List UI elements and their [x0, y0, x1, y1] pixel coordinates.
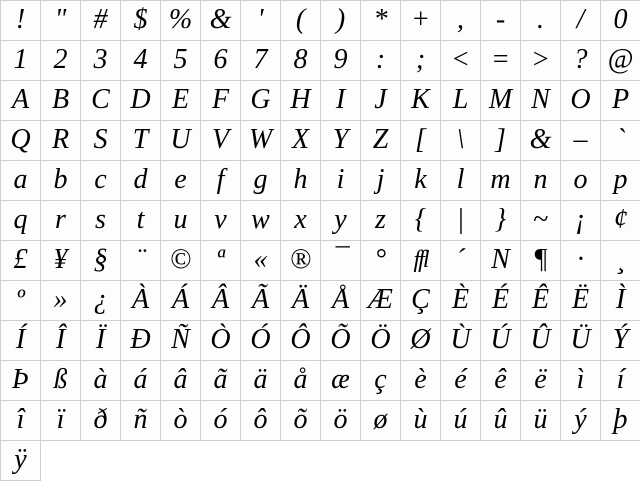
- glyph-cell[interactable]: M: [481, 81, 521, 121]
- glyph-cell[interactable]: É: [481, 281, 521, 321]
- glyph-cell[interactable]: õ: [281, 401, 321, 441]
- glyph-cell[interactable]: ü: [521, 401, 561, 441]
- glyph-cell[interactable]: b: [41, 161, 81, 201]
- glyph-cell[interactable]: §: [81, 241, 121, 281]
- glyph-cell[interactable]: ·: [561, 241, 601, 281]
- glyph-cell[interactable]: ç: [361, 361, 401, 401]
- glyph-cell[interactable]: a: [1, 161, 41, 201]
- glyph-cell[interactable]: â: [161, 361, 201, 401]
- glyph-cell[interactable]: ,: [441, 1, 481, 41]
- glyph-cell[interactable]: ;: [401, 41, 441, 81]
- glyph-cell[interactable]: »: [41, 281, 81, 321]
- glyph-cell[interactable]: w: [241, 201, 281, 241]
- glyph-cell[interactable]: [: [401, 121, 441, 161]
- glyph-cell[interactable]: í: [601, 361, 640, 401]
- glyph-cell[interactable]: À: [121, 281, 161, 321]
- glyph-cell[interactable]: {: [401, 201, 441, 241]
- glyph-cell[interactable]: Í: [1, 321, 41, 361]
- glyph-cell[interactable]: 9: [321, 41, 361, 81]
- glyph-cell[interactable]: `: [601, 121, 640, 161]
- glyph-cell[interactable]: ê: [481, 361, 521, 401]
- glyph-cell[interactable]: }: [481, 201, 521, 241]
- glyph-cell[interactable]: u: [161, 201, 201, 241]
- glyph-cell[interactable]: .: [521, 1, 561, 41]
- glyph-cell[interactable]: K: [401, 81, 441, 121]
- glyph-cell[interactable]: H: [281, 81, 321, 121]
- glyph-cell[interactable]: ~: [521, 201, 561, 241]
- glyph-cell[interactable]: Ù: [441, 321, 481, 361]
- glyph-cell[interactable]: ð: [81, 401, 121, 441]
- glyph-cell[interactable]: Á: [161, 281, 201, 321]
- glyph-cell[interactable]: =: [481, 41, 521, 81]
- glyph-cell[interactable]: Q: [1, 121, 41, 161]
- glyph-cell[interactable]: Ç: [401, 281, 441, 321]
- glyph-cell[interactable]: ã: [201, 361, 241, 401]
- glyph-cell[interactable]: m: [481, 161, 521, 201]
- glyph-cell[interactable]: Ú: [481, 321, 521, 361]
- glyph-cell[interactable]: Æ: [361, 281, 401, 321]
- glyph-cell[interactable]: Â: [201, 281, 241, 321]
- glyph-cell[interactable]: U: [161, 121, 201, 161]
- glyph-cell[interactable]: :: [361, 41, 401, 81]
- glyph-cell[interactable]: r: [41, 201, 81, 241]
- glyph-cell[interactable]: E: [161, 81, 201, 121]
- glyph-cell[interactable]: –: [561, 121, 601, 161]
- glyph-cell[interactable]: @: [601, 41, 640, 81]
- glyph-cell[interactable]: B: [41, 81, 81, 121]
- glyph-cell[interactable]: á: [121, 361, 161, 401]
- glyph-cell[interactable]: ø: [361, 401, 401, 441]
- glyph-cell[interactable]: T: [121, 121, 161, 161]
- glyph-cell[interactable]: S: [81, 121, 121, 161]
- glyph-cell[interactable]: |: [441, 201, 481, 241]
- glyph-cell[interactable]: X: [281, 121, 321, 161]
- glyph-cell[interactable]: Ó: [241, 321, 281, 361]
- glyph-cell[interactable]: Ý: [601, 321, 640, 361]
- glyph-cell[interactable]: D: [121, 81, 161, 121]
- glyph-cell[interactable]: !: [1, 1, 41, 41]
- glyph-cell[interactable]: <: [441, 41, 481, 81]
- glyph-cell[interactable]: Ø: [401, 321, 441, 361]
- glyph-cell[interactable]: &: [521, 121, 561, 161]
- glyph-cell[interactable]: L: [441, 81, 481, 121]
- glyph-cell[interactable]: ö: [321, 401, 361, 441]
- glyph-cell[interactable]: q: [1, 201, 41, 241]
- glyph-cell[interactable]: d: [121, 161, 161, 201]
- glyph-cell[interactable]: y: [321, 201, 361, 241]
- glyph-cell[interactable]: 2: [41, 41, 81, 81]
- glyph-cell[interactable]: ¢: [601, 201, 640, 241]
- glyph-cell[interactable]: Þ: [1, 361, 41, 401]
- glyph-cell[interactable]: ß: [41, 361, 81, 401]
- glyph-cell[interactable]: Î: [41, 321, 81, 361]
- glyph-cell[interactable]: º: [1, 281, 41, 321]
- glyph-cell[interactable]: °: [361, 241, 401, 281]
- glyph-cell[interactable]: È: [441, 281, 481, 321]
- glyph-cell[interactable]: /: [561, 1, 601, 41]
- glyph-cell[interactable]: h: [281, 161, 321, 201]
- glyph-cell[interactable]: C: [81, 81, 121, 121]
- glyph-cell[interactable]: -: [481, 1, 521, 41]
- glyph-cell[interactable]: V: [201, 121, 241, 161]
- glyph-cell[interactable]: >: [521, 41, 561, 81]
- glyph-cell[interactable]: s: [81, 201, 121, 241]
- glyph-cell[interactable]: f: [201, 161, 241, 201]
- glyph-cell[interactable]: ¯: [321, 241, 361, 281]
- glyph-cell[interactable]: J: [361, 81, 401, 121]
- glyph-cell[interactable]: Ê: [521, 281, 561, 321]
- glyph-cell[interactable]: ú: [441, 401, 481, 441]
- glyph-cell[interactable]: Ö: [361, 321, 401, 361]
- glyph-cell[interactable]: ´: [441, 241, 481, 281]
- glyph-cell[interactable]: ¡: [561, 201, 601, 241]
- glyph-cell[interactable]: ô: [241, 401, 281, 441]
- glyph-cell[interactable]: (: [281, 1, 321, 41]
- glyph-cell[interactable]: Ã: [241, 281, 281, 321]
- glyph-cell[interactable]: ó: [201, 401, 241, 441]
- glyph-cell[interactable]: N: [481, 241, 521, 281]
- glyph-cell[interactable]: 4: [121, 41, 161, 81]
- glyph-cell[interactable]: Ð: [121, 321, 161, 361]
- glyph-cell[interactable]: e: [161, 161, 201, 201]
- glyph-cell[interactable]: #: [81, 1, 121, 41]
- glyph-cell[interactable]: ]: [481, 121, 521, 161]
- glyph-cell[interactable]: Ô: [281, 321, 321, 361]
- glyph-cell[interactable]: g: [241, 161, 281, 201]
- glyph-cell[interactable]: ¨: [121, 241, 161, 281]
- glyph-cell[interactable]: n: [521, 161, 561, 201]
- glyph-cell[interactable]: ä: [241, 361, 281, 401]
- glyph-cell[interactable]: i: [321, 161, 361, 201]
- glyph-cell[interactable]: Ä: [281, 281, 321, 321]
- glyph-cell[interactable]: R: [41, 121, 81, 161]
- glyph-cell[interactable]: o: [561, 161, 601, 201]
- glyph-cell[interactable]: v: [201, 201, 241, 241]
- glyph-cell[interactable]: \: [441, 121, 481, 161]
- glyph-cell[interactable]: N: [521, 81, 561, 121]
- glyph-cell[interactable]: t: [121, 201, 161, 241]
- glyph-cell[interactable]: &: [201, 1, 241, 41]
- glyph-cell[interactable]: 8: [281, 41, 321, 81]
- glyph-cell[interactable]: I: [321, 81, 361, 121]
- glyph-cell[interactable]: A: [1, 81, 41, 121]
- glyph-cell[interactable]: ù: [401, 401, 441, 441]
- glyph-cell[interactable]: û: [481, 401, 521, 441]
- glyph-cell[interactable]: O: [561, 81, 601, 121]
- glyph-cell[interactable]: c: [81, 161, 121, 201]
- glyph-cell[interactable]: 1: [1, 41, 41, 81]
- glyph-cell[interactable]: Ü: [561, 321, 601, 361]
- glyph-cell[interactable]: ": [41, 1, 81, 41]
- glyph-cell[interactable]: ¶: [521, 241, 561, 281]
- glyph-cell[interactable]: à: [81, 361, 121, 401]
- glyph-cell[interactable]: ¥: [41, 241, 81, 281]
- glyph-cell[interactable]: ¿: [81, 281, 121, 321]
- glyph-cell[interactable]: P: [601, 81, 640, 121]
- glyph-cell[interactable]: 0: [601, 1, 640, 41]
- glyph-cell[interactable]: $: [121, 1, 161, 41]
- glyph-cell[interactable]: ª: [201, 241, 241, 281]
- glyph-cell[interactable]: F: [201, 81, 241, 121]
- glyph-cell[interactable]: ý: [561, 401, 601, 441]
- glyph-cell[interactable]: l: [441, 161, 481, 201]
- glyph-cell[interactable]: ffl: [401, 241, 441, 281]
- glyph-cell[interactable]: Û: [521, 321, 561, 361]
- glyph-cell[interactable]: 7: [241, 41, 281, 81]
- glyph-cell[interactable]: Ñ: [161, 321, 201, 361]
- glyph-cell[interactable]: î: [1, 401, 41, 441]
- glyph-cell[interactable]: Ò: [201, 321, 241, 361]
- glyph-cell[interactable]: ñ: [121, 401, 161, 441]
- glyph-cell[interactable]: G: [241, 81, 281, 121]
- glyph-cell[interactable]: £: [1, 241, 41, 281]
- glyph-cell[interactable]: ®: [281, 241, 321, 281]
- glyph-cell[interactable]: Õ: [321, 321, 361, 361]
- glyph-cell[interactable]: «: [241, 241, 281, 281]
- glyph-cell[interactable]: k: [401, 161, 441, 201]
- glyph-cell[interactable]: Ï: [81, 321, 121, 361]
- glyph-cell[interactable]: p: [601, 161, 640, 201]
- glyph-cell[interactable]: ¸: [601, 241, 640, 281]
- glyph-cell[interactable]: å: [281, 361, 321, 401]
- glyph-cell[interactable]: Ë: [561, 281, 601, 321]
- glyph-cell[interactable]: ï: [41, 401, 81, 441]
- glyph-cell[interactable]: ?: [561, 41, 601, 81]
- glyph-cell[interactable]: x: [281, 201, 321, 241]
- glyph-cell[interactable]: j: [361, 161, 401, 201]
- glyph-cell[interactable]: ÿ: [1, 441, 41, 481]
- glyph-cell[interactable]: è: [401, 361, 441, 401]
- glyph-cell[interactable]: Y: [321, 121, 361, 161]
- glyph-cell[interactable]: 3: [81, 41, 121, 81]
- glyph-cell[interactable]: z: [361, 201, 401, 241]
- glyph-cell[interactable]: W: [241, 121, 281, 161]
- glyph-cell[interactable]: ë: [521, 361, 561, 401]
- glyph-cell[interactable]: ': [241, 1, 281, 41]
- glyph-cell[interactable]: Å: [321, 281, 361, 321]
- glyph-cell[interactable]: ©: [161, 241, 201, 281]
- glyph-cell[interactable]: Ì: [601, 281, 640, 321]
- glyph-cell[interactable]: ò: [161, 401, 201, 441]
- glyph-cell[interactable]: ì: [561, 361, 601, 401]
- glyph-cell[interactable]: %: [161, 1, 201, 41]
- glyph-cell[interactable]: æ: [321, 361, 361, 401]
- glyph-cell[interactable]: *: [361, 1, 401, 41]
- glyph-cell[interactable]: 5: [161, 41, 201, 81]
- glyph-cell[interactable]: ): [321, 1, 361, 41]
- glyph-cell[interactable]: +: [401, 1, 441, 41]
- glyph-cell[interactable]: þ: [601, 401, 640, 441]
- glyph-cell[interactable]: é: [441, 361, 481, 401]
- glyph-cell[interactable]: Z: [361, 121, 401, 161]
- glyph-cell[interactable]: 6: [201, 41, 241, 81]
